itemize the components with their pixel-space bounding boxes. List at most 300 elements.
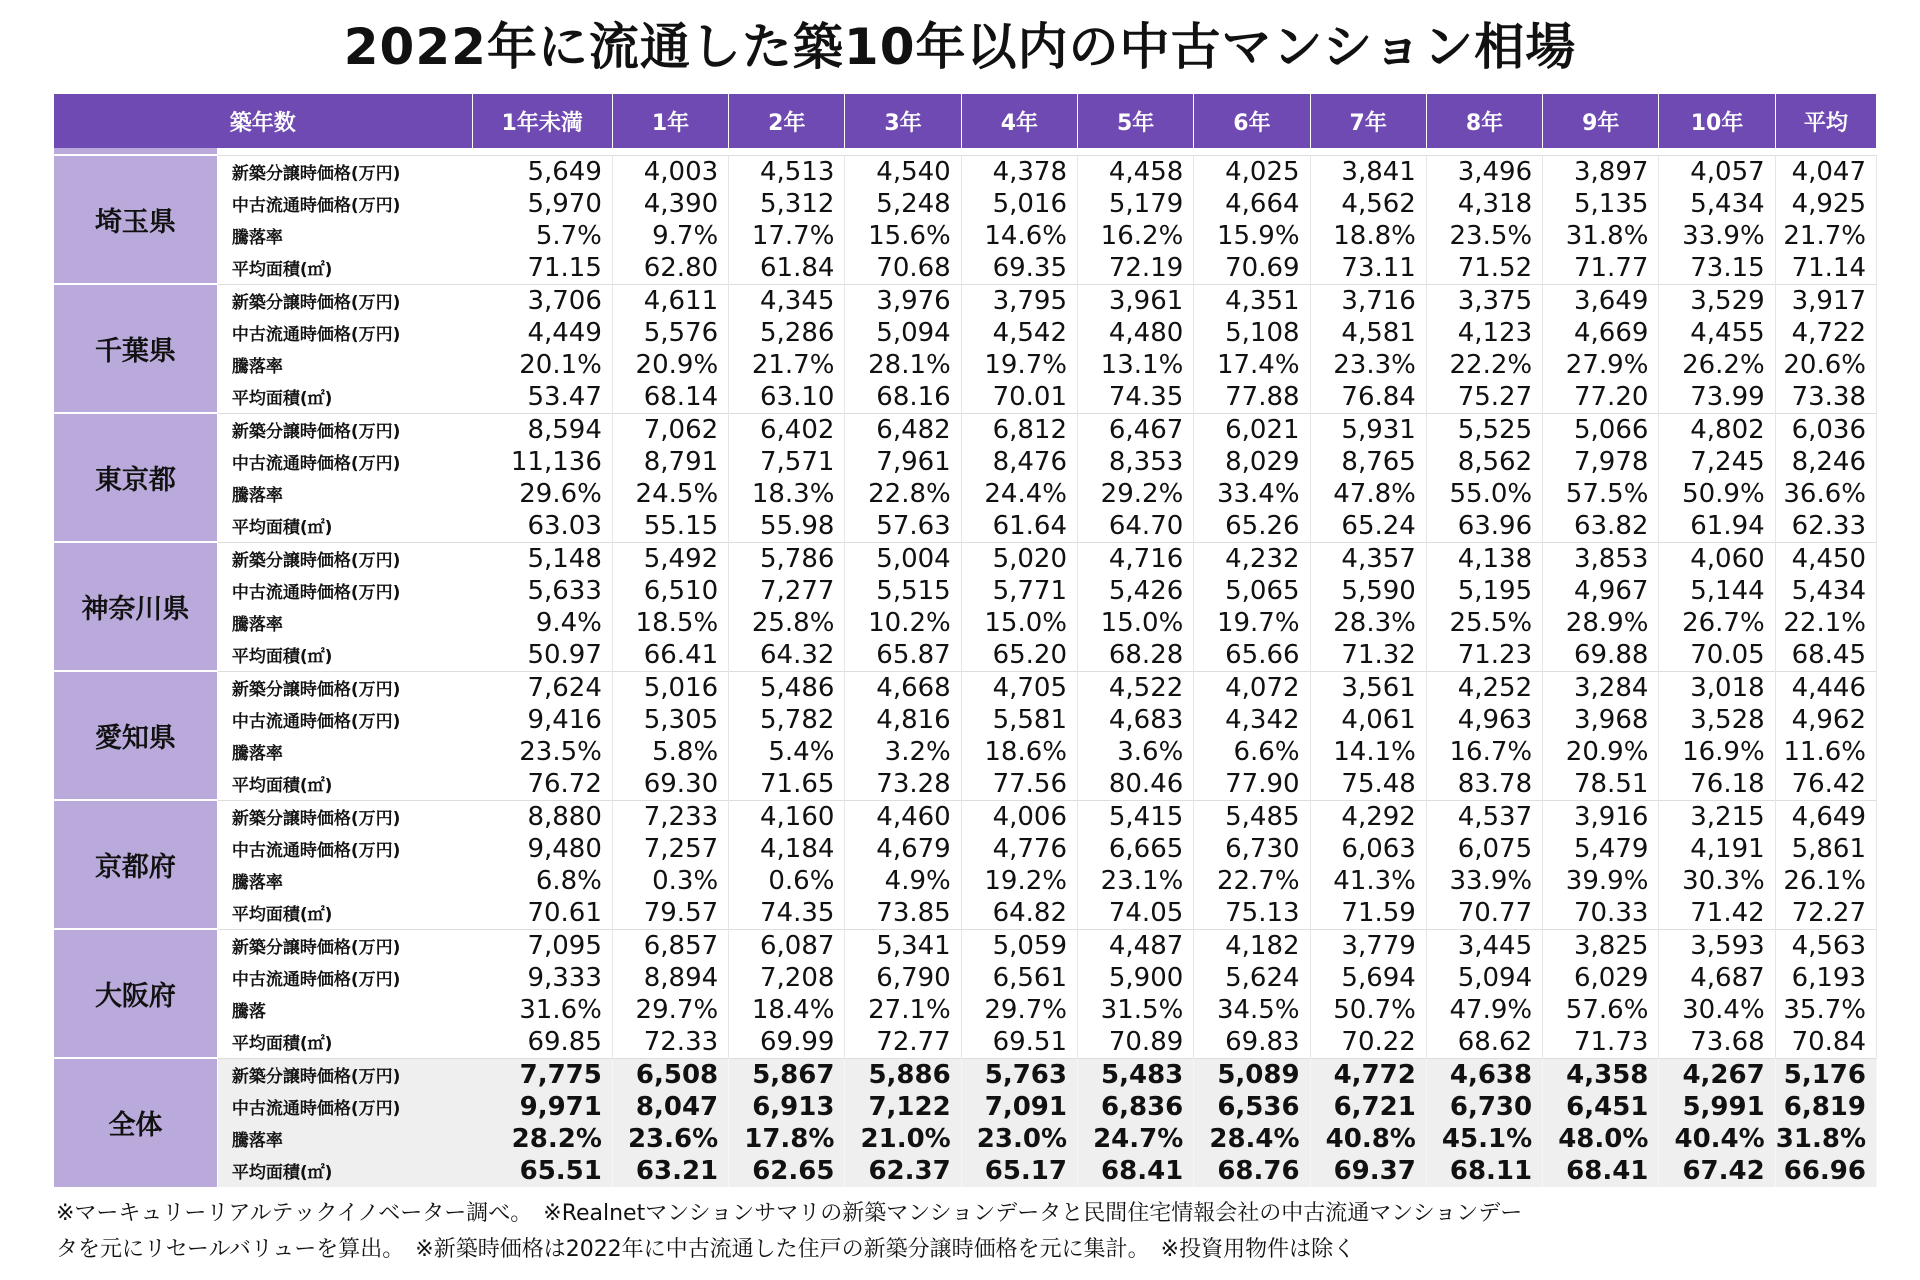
value-cell: 4,025 (1194, 155, 1310, 188)
row-label: 騰落率 (231, 357, 283, 377)
value-cell: 4,925 (1775, 188, 1876, 220)
value-cell: 6,508 (612, 1058, 728, 1091)
value-cell: 65.51 (472, 1155, 612, 1187)
value-cell: 4,449 (472, 317, 612, 349)
value-cell: 21.7% (729, 349, 845, 381)
table-row (54, 284, 1877, 317)
value-cell: 5,312 (729, 188, 845, 220)
value-cell: 6,913 (729, 1091, 845, 1123)
value-cell: 29.6% (472, 478, 612, 510)
value-cell: 0.3% (612, 865, 728, 897)
row-label: 中古流通時価格(万円) (231, 196, 401, 216)
value-cell: 19.7% (961, 349, 1077, 381)
value-cell: 40.4% (1659, 1123, 1775, 1155)
value-cell: 71.59 (1310, 897, 1426, 930)
value-cell: 4,669 (1543, 317, 1659, 349)
value-cell: 68.41 (1543, 1155, 1659, 1187)
table-row (54, 1091, 1877, 1123)
value-cell: 62.37 (845, 1155, 961, 1187)
value-cell: 29.7% (612, 994, 728, 1026)
value-cell: 4,563 (1775, 929, 1876, 962)
value-cell: 76.18 (1659, 768, 1775, 801)
value-cell: 5,786 (729, 542, 845, 575)
value-cell: 79.57 (612, 897, 728, 930)
value-cell: 55.98 (729, 510, 845, 543)
value-cell: 18.8% (1310, 220, 1426, 252)
value-cell: 4,963 (1426, 704, 1542, 736)
value-cell: 18.4% (729, 994, 845, 1026)
value-cell: 22.2% (1426, 349, 1542, 381)
value-cell: 4,668 (845, 671, 961, 704)
value-cell: 66.41 (612, 639, 728, 672)
header-col: 6年 (1194, 94, 1310, 148)
value-cell: 73.99 (1659, 381, 1775, 414)
value-cell: 5,415 (1078, 800, 1194, 833)
row-label: 騰落率 (231, 615, 283, 635)
value-cell: 4,962 (1775, 704, 1876, 736)
value-cell: 6,193 (1775, 962, 1876, 994)
value-cell: 70.69 (1194, 252, 1310, 285)
value-cell: 68.28 (1078, 639, 1194, 672)
row-label: 中古流通時価格(万円) (231, 454, 401, 474)
value-cell: 40.8% (1310, 1123, 1426, 1155)
row-label: 中古流通時価格(万円) (231, 712, 401, 732)
value-cell: 5,059 (961, 929, 1077, 962)
value-cell: 3,496 (1426, 155, 1542, 188)
value-cell: 5,900 (1078, 962, 1194, 994)
value-cell: 6,467 (1078, 413, 1194, 446)
value-cell: 63.96 (1426, 510, 1542, 543)
value-cell: 5,004 (845, 542, 961, 575)
value-cell: 6,029 (1543, 962, 1659, 994)
value-cell: 9,480 (472, 833, 612, 865)
value-cell: 5,135 (1543, 188, 1659, 220)
table-row (54, 155, 1877, 188)
header-col: 1年未満 (472, 94, 612, 148)
table-row (54, 220, 1877, 252)
value-cell: 7,571 (729, 446, 845, 478)
value-cell: 4,513 (729, 155, 845, 188)
value-cell: 28.4% (1194, 1123, 1310, 1155)
value-cell: 5,525 (1426, 413, 1542, 446)
value-cell: 33.9% (1426, 865, 1542, 897)
value-cell: 53.47 (472, 381, 612, 414)
value-cell: 3,825 (1543, 929, 1659, 962)
value-cell: 5,016 (612, 671, 728, 704)
value-cell: 5,483 (1078, 1058, 1194, 1091)
table-row (54, 994, 1877, 1026)
value-cell: 5,649 (472, 155, 612, 188)
value-cell: 6,665 (1078, 833, 1194, 865)
value-cell: 3.6% (1078, 736, 1194, 768)
value-cell: 55.15 (612, 510, 728, 543)
prefecture-cell: 神奈川県 (54, 542, 217, 671)
value-cell: 3,976 (845, 284, 961, 317)
value-cell: 5,286 (729, 317, 845, 349)
value-cell: 4,611 (612, 284, 728, 317)
row-label: 平均面積(㎡) (231, 389, 333, 409)
table-row (54, 897, 1877, 930)
market-price-table (54, 94, 1877, 1187)
value-cell: 41.3% (1310, 865, 1426, 897)
row-label: 新築分譲時価格(万円) (217, 155, 472, 188)
value-cell: 5,179 (1078, 188, 1194, 220)
value-cell: 5,479 (1543, 833, 1659, 865)
value-cell: 63.82 (1543, 510, 1659, 543)
value-cell: 8,791 (612, 446, 728, 478)
value-cell: 68.16 (845, 381, 961, 414)
value-cell: 4,638 (1426, 1058, 1542, 1091)
row-label: 平均面積(㎡) (217, 1155, 472, 1187)
value-cell: 33.9% (1659, 220, 1775, 252)
value-cell: 73.28 (845, 768, 961, 801)
value-cell: 70.68 (845, 252, 961, 285)
value-cell: 71.15 (472, 252, 612, 285)
value-cell: 3,795 (961, 284, 1077, 317)
value-cell: 70.22 (1310, 1026, 1426, 1059)
value-cell: 5.4% (729, 736, 845, 768)
value-cell: 57.6% (1543, 994, 1659, 1026)
value-cell: 8,246 (1775, 446, 1876, 478)
footnote-line: タを元にリセールバリューを算出。 ※新築時価格は2022年に中古流通した住戸の新築分譲時価格を元に集計。 ※投資用物件は除く (56, 1237, 1356, 1262)
value-cell: 6,075 (1426, 833, 1542, 865)
value-cell: 70.05 (1659, 639, 1775, 672)
value-cell: 6,063 (1310, 833, 1426, 865)
value-cell: 6,819 (1775, 1091, 1876, 1123)
value-cell: 30.3% (1659, 865, 1775, 897)
value-cell: 20.9% (1543, 736, 1659, 768)
value-cell: 18.5% (612, 607, 728, 639)
row-label: 新築分譲時価格(万円) (217, 284, 472, 317)
value-cell: 6,836 (1078, 1091, 1194, 1123)
value-cell: 29.7% (961, 994, 1077, 1026)
value-cell: 4,061 (1310, 704, 1426, 736)
table-row (54, 542, 1877, 575)
value-cell: 20.6% (1775, 349, 1876, 381)
value-cell: 7,775 (472, 1058, 612, 1091)
value-cell: 18.6% (961, 736, 1077, 768)
value-cell: 26.2% (1659, 349, 1775, 381)
value-cell: 28.3% (1310, 607, 1426, 639)
value-cell: 64.82 (961, 897, 1077, 930)
value-cell: 3,215 (1659, 800, 1775, 833)
value-cell: 68.76 (1194, 1155, 1310, 1187)
row-label: 騰落率 (231, 873, 283, 893)
header-row (54, 94, 1877, 148)
row-label: 新築分譲時価格(万円) (217, 413, 472, 446)
value-cell: 5,590 (1310, 575, 1426, 607)
value-cell: 63.21 (612, 1155, 728, 1187)
value-cell: 24.4% (961, 478, 1077, 510)
value-cell: 70.84 (1775, 1026, 1876, 1059)
value-cell: 9,971 (472, 1091, 612, 1123)
table-row (54, 446, 1877, 478)
value-cell: 5,305 (612, 704, 728, 736)
row-label: 騰落 (231, 1002, 266, 1022)
value-cell: 4,006 (961, 800, 1077, 833)
value-cell: 3,779 (1310, 929, 1426, 962)
value-cell: 4,455 (1659, 317, 1775, 349)
value-cell: 6,730 (1426, 1091, 1542, 1123)
value-cell: 7,122 (845, 1091, 961, 1123)
value-cell: 9.4% (472, 607, 612, 639)
value-cell: 63.10 (729, 381, 845, 414)
value-cell: 61.94 (1659, 510, 1775, 543)
value-cell: 23.3% (1310, 349, 1426, 381)
value-cell: 7,257 (612, 833, 728, 865)
value-cell: 4,540 (845, 155, 961, 188)
value-cell: 4,047 (1775, 155, 1876, 188)
row-label: 騰落率 (231, 486, 283, 506)
value-cell: 3,897 (1543, 155, 1659, 188)
value-cell: 4,542 (961, 317, 1077, 349)
row-label: 中古流通時価格(万円) (217, 1091, 472, 1123)
value-cell: 6.8% (472, 865, 612, 897)
value-cell: 3,561 (1310, 671, 1426, 704)
value-cell: 39.9% (1543, 865, 1659, 897)
value-cell: 76.42 (1775, 768, 1876, 801)
row-label: 新築分譲時価格(万円) (217, 671, 472, 704)
value-cell: 3,961 (1078, 284, 1194, 317)
row-label: 平均面積(㎡) (231, 905, 333, 925)
value-cell: 3,853 (1543, 542, 1659, 575)
table-row (54, 962, 1877, 994)
value-cell: 71.73 (1543, 1026, 1659, 1059)
value-cell: 73.15 (1659, 252, 1775, 285)
value-cell: 73.11 (1310, 252, 1426, 285)
value-cell: 22.1% (1775, 607, 1876, 639)
value-cell: 16.2% (1078, 220, 1194, 252)
value-cell: 33.4% (1194, 478, 1310, 510)
value-cell: 5,624 (1194, 962, 1310, 994)
value-cell: 4,776 (961, 833, 1077, 865)
table-row (54, 510, 1877, 543)
header-col: 10年 (1659, 94, 1775, 148)
value-cell: 72.19 (1078, 252, 1194, 285)
value-cell: 16.7% (1426, 736, 1542, 768)
value-cell: 26.1% (1775, 865, 1876, 897)
value-cell: 63.03 (472, 510, 612, 543)
value-cell: 14.1% (1310, 736, 1426, 768)
table-row (54, 865, 1877, 897)
table-row (54, 800, 1877, 833)
value-cell: 8,765 (1310, 446, 1426, 478)
value-cell: 23.0% (961, 1123, 1077, 1155)
value-cell: 17.4% (1194, 349, 1310, 381)
table-row (54, 704, 1877, 736)
value-cell: 23.6% (612, 1123, 728, 1155)
value-cell: 4,687 (1659, 962, 1775, 994)
value-cell: 64.32 (729, 639, 845, 672)
value-cell: 5,094 (1426, 962, 1542, 994)
value-cell: 6,536 (1194, 1091, 1310, 1123)
header-col: 3年 (845, 94, 961, 148)
value-cell: 11.6% (1775, 736, 1876, 768)
value-cell: 69.30 (612, 768, 728, 801)
value-cell: 50.97 (472, 639, 612, 672)
value-cell: 77.20 (1543, 381, 1659, 414)
value-cell: 5,144 (1659, 575, 1775, 607)
table-row (54, 413, 1877, 446)
value-cell: 68.11 (1426, 1155, 1542, 1187)
value-cell: 62.65 (729, 1155, 845, 1187)
value-cell: 5.8% (612, 736, 728, 768)
row-label: 平均面積(㎡) (231, 518, 333, 538)
value-cell: 10.2% (845, 607, 961, 639)
value-cell: 4,267 (1659, 1058, 1775, 1091)
value-cell: 7,062 (612, 413, 728, 446)
value-cell: 4,581 (1310, 317, 1426, 349)
value-cell: 3,968 (1543, 704, 1659, 736)
value-cell: 8,029 (1194, 446, 1310, 478)
value-cell: 5,931 (1310, 413, 1426, 446)
prefecture-cell: 大阪府 (54, 929, 217, 1058)
value-cell: 61.64 (961, 510, 1077, 543)
value-cell: 71.14 (1775, 252, 1876, 285)
row-label: 平均面積(㎡) (231, 260, 333, 280)
value-cell: 11,136 (472, 446, 612, 478)
header-col: 9年 (1543, 94, 1659, 148)
value-cell: 30.4% (1659, 994, 1775, 1026)
value-cell: 68.45 (1775, 639, 1876, 672)
value-cell: 70.77 (1426, 897, 1542, 930)
value-cell: 17.7% (729, 220, 845, 252)
value-cell: 4,460 (845, 800, 961, 833)
table-row (54, 833, 1877, 865)
table-row (54, 671, 1877, 704)
table-row (54, 768, 1877, 801)
prefecture-cell: 千葉県 (54, 284, 217, 413)
value-cell: 4.9% (845, 865, 961, 897)
value-cell: 4,679 (845, 833, 961, 865)
value-cell: 4,487 (1078, 929, 1194, 962)
value-cell: 5,176 (1775, 1058, 1876, 1091)
row-label: 平均面積(㎡) (231, 647, 333, 667)
table-row (54, 639, 1877, 672)
value-cell: 65.24 (1310, 510, 1426, 543)
value-cell: 3.2% (845, 736, 961, 768)
value-cell: 8,594 (472, 413, 612, 446)
value-cell: 19.2% (961, 865, 1077, 897)
value-cell: 25.5% (1426, 607, 1542, 639)
value-cell: 6,036 (1775, 413, 1876, 446)
row-label: 中古流通時価格(万円) (231, 583, 401, 603)
value-cell: 28.2% (472, 1123, 612, 1155)
value-cell: 23.1% (1078, 865, 1194, 897)
table-row (54, 1026, 1877, 1059)
value-cell: 5,576 (612, 317, 728, 349)
value-cell: 80.46 (1078, 768, 1194, 801)
value-cell: 3,445 (1426, 929, 1542, 962)
value-cell: 6,451 (1543, 1091, 1659, 1123)
value-cell: 5,970 (472, 188, 612, 220)
header-col: 1年 (612, 94, 728, 148)
value-cell: 4,060 (1659, 542, 1775, 575)
value-cell: 36.6% (1775, 478, 1876, 510)
value-cell: 4,716 (1078, 542, 1194, 575)
value-cell: 5,886 (845, 1058, 961, 1091)
row-label: 新築分譲時価格(万円) (217, 542, 472, 575)
value-cell: 6,730 (1194, 833, 1310, 865)
value-cell: 4,967 (1543, 575, 1659, 607)
row-label: 新築分譲時価格(万円) (217, 1058, 472, 1091)
value-cell: 5,492 (612, 542, 728, 575)
value-cell: 71.77 (1543, 252, 1659, 285)
value-cell: 4,184 (729, 833, 845, 865)
value-cell: 3,841 (1310, 155, 1426, 188)
value-cell: 18.3% (729, 478, 845, 510)
value-cell: 5,782 (729, 704, 845, 736)
value-cell: 4,683 (1078, 704, 1194, 736)
value-cell: 15.9% (1194, 220, 1310, 252)
prefecture-cell: 京都府 (54, 800, 217, 929)
table-row (54, 478, 1877, 510)
value-cell: 17.8% (729, 1123, 845, 1155)
value-cell: 57.5% (1543, 478, 1659, 510)
value-cell: 4,292 (1310, 800, 1426, 833)
value-cell: 31.5% (1078, 994, 1194, 1026)
table-row (54, 349, 1877, 381)
value-cell: 68.62 (1426, 1026, 1542, 1059)
value-cell: 5,485 (1194, 800, 1310, 833)
value-cell: 22.7% (1194, 865, 1310, 897)
value-cell: 6,402 (729, 413, 845, 446)
value-cell: 69.85 (472, 1026, 612, 1059)
value-cell: 77.56 (961, 768, 1077, 801)
value-cell: 75.13 (1194, 897, 1310, 930)
value-cell: 21.7% (1775, 220, 1876, 252)
value-cell: 5,633 (472, 575, 612, 607)
value-cell: 77.88 (1194, 381, 1310, 414)
value-cell: 5,195 (1426, 575, 1542, 607)
value-cell: 23.5% (1426, 220, 1542, 252)
prefecture-cell: 愛知県 (54, 671, 217, 800)
value-cell: 13.1% (1078, 349, 1194, 381)
value-cell: 0.6% (729, 865, 845, 897)
value-cell: 23.5% (472, 736, 612, 768)
value-cell: 31.8% (1543, 220, 1659, 252)
header-col: 5年 (1078, 94, 1194, 148)
value-cell: 83.78 (1426, 768, 1542, 801)
value-cell: 8,894 (612, 962, 728, 994)
value-cell: 8,476 (961, 446, 1077, 478)
value-cell: 4,351 (1194, 284, 1310, 317)
table-row (54, 252, 1877, 285)
value-cell: 4,342 (1194, 704, 1310, 736)
value-cell: 4,664 (1194, 188, 1310, 220)
value-cell: 6,857 (612, 929, 728, 962)
value-cell: 27.1% (845, 994, 961, 1026)
value-cell: 74.05 (1078, 897, 1194, 930)
value-cell: 4,182 (1194, 929, 1310, 962)
value-cell: 6,721 (1310, 1091, 1426, 1123)
value-cell: 65.17 (961, 1155, 1077, 1187)
value-cell: 5,486 (729, 671, 845, 704)
value-cell: 4,562 (1310, 188, 1426, 220)
value-cell: 68.14 (612, 381, 728, 414)
value-cell: 4,537 (1426, 800, 1542, 833)
value-cell: 15.0% (961, 607, 1077, 639)
value-cell: 4,160 (729, 800, 845, 833)
value-cell: 65.20 (961, 639, 1077, 672)
value-cell: 5,108 (1194, 317, 1310, 349)
value-cell: 20.9% (612, 349, 728, 381)
value-cell: 27.9% (1543, 349, 1659, 381)
value-cell: 19.7% (1194, 607, 1310, 639)
value-cell: 7,624 (472, 671, 612, 704)
value-cell: 4,318 (1426, 188, 1542, 220)
value-cell: 69.51 (961, 1026, 1077, 1059)
